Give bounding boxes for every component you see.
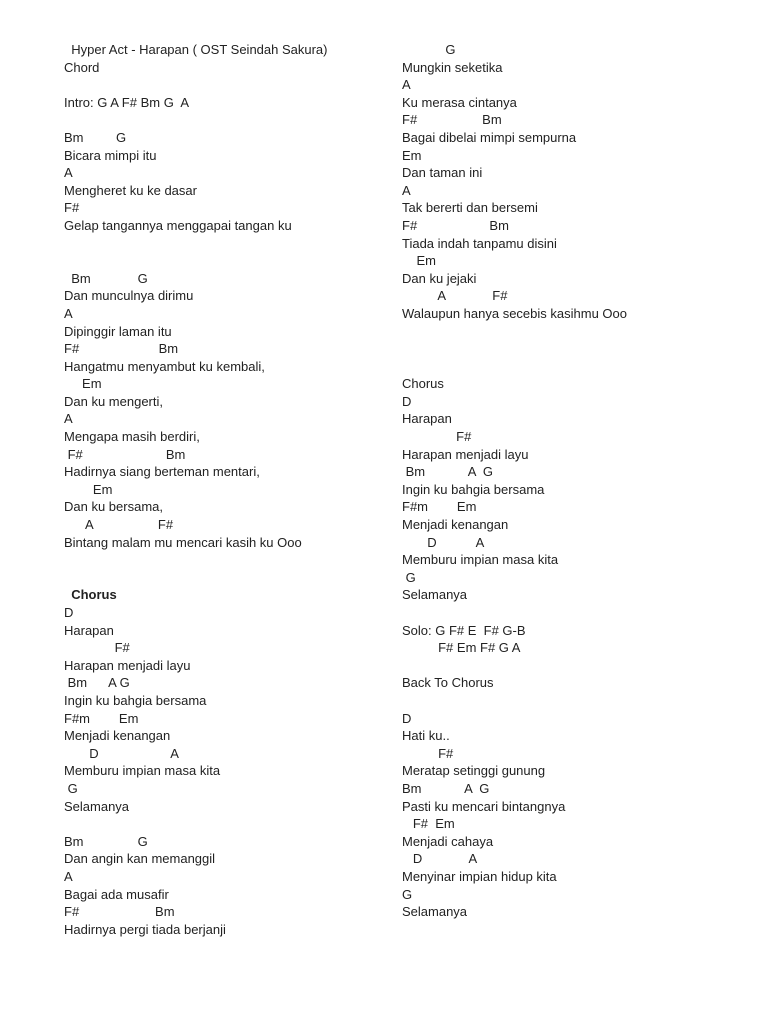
- lyric-line: Em: [64, 376, 102, 392]
- lyric-line: [64, 569, 384, 587]
- lyric-line: F# Em: [402, 816, 455, 832]
- lyric-line: Em: [402, 253, 436, 269]
- lyric-line: Hadirnya siang berteman mentari,: [64, 464, 260, 480]
- lyric-line: [64, 76, 384, 94]
- lyric-line: Dan angin kan memanggil: [64, 851, 216, 867]
- lyric-line: Tiada indah tanpamu disini: [402, 235, 557, 251]
- lyric-line: Dan ku mengerti,: [64, 393, 163, 409]
- lyric-line: [402, 604, 742, 622]
- lyric-line: [402, 692, 742, 710]
- lyric-line: F#m Em: [64, 710, 139, 726]
- lyric-line: A F#: [402, 288, 508, 304]
- lyric-line: D A: [402, 851, 478, 867]
- lyric-line: Harapan: [402, 411, 452, 427]
- lyric-line: Selamanya: [64, 798, 130, 814]
- lyric-line: Selamanya: [402, 904, 468, 920]
- lyric-line: Chord: [64, 59, 100, 75]
- left-column: [64, 41, 384, 938]
- lyric-line: Bintang malam mu mencari kasih ku Ooo: [64, 534, 302, 550]
- lyric-line: Hati ku..: [402, 728, 450, 744]
- lyric-line: F#: [402, 745, 454, 761]
- lyric-line: [402, 340, 742, 358]
- lyric-line: [402, 657, 742, 675]
- lyric-line: Dipinggir laman itu: [64, 323, 172, 339]
- lyric-line: [402, 358, 742, 376]
- lyric-line: F# Bm: [402, 112, 502, 128]
- lyric-line: A: [402, 77, 411, 93]
- lyric-line: Walaupun hanya secebis kasihmu Ooo: [402, 305, 627, 321]
- lyric-line: Em: [64, 481, 113, 497]
- lyric-line: D: [402, 710, 412, 726]
- lyric-line: [64, 815, 384, 833]
- lyric-line: A: [64, 165, 73, 181]
- lyric-line: Bagai ada musafir: [64, 886, 169, 902]
- lyric-line: A: [64, 305, 73, 321]
- lyric-line: Dan munculnya dirimu: [64, 288, 194, 304]
- lyric-line: Ku merasa cintanya: [402, 94, 517, 110]
- lyric-line: Dan taman ini: [402, 165, 483, 181]
- lyric-line: Intro: G A F# Bm G A: [64, 94, 189, 110]
- lyric-line: Mengheret ku ke dasar: [64, 182, 197, 198]
- lyric-line: Hyper Act - Harapan ( OST Seindah Sakura): [64, 42, 328, 57]
- lyric-line: Dan ku bersama,: [64, 499, 163, 515]
- lyric-line: Bm G: [64, 129, 127, 145]
- lyric-line: Bm A G: [402, 464, 494, 480]
- lyric-line: A: [64, 868, 73, 884]
- lyric-line: Menjadi kenangan: [402, 517, 509, 533]
- lyric-line: Harapan: [64, 622, 114, 638]
- lyric-line: Pasti ku mencari bintangnya: [402, 798, 566, 814]
- lyric-line: [64, 551, 384, 569]
- lyric-line: [64, 235, 384, 253]
- lyric-line: Hadirnya pergi tiada berjanji: [64, 921, 226, 937]
- lyric-line: A: [64, 411, 73, 427]
- lyric-line: F#: [402, 429, 472, 445]
- lyric-line: F#m Em: [402, 499, 477, 515]
- lyric-line: A: [402, 182, 411, 198]
- right-column: [402, 41, 742, 921]
- lyric-line: Menyinar impian hidup kita: [402, 868, 557, 884]
- lyric-line: F# Em F# G A: [402, 640, 521, 656]
- lyric-line: Ingin ku bahgia bersama: [402, 481, 545, 497]
- lyric-line: Bicara mimpi itu: [64, 147, 157, 163]
- lyric-line: Bagai dibelai mimpi sempurna: [402, 129, 577, 145]
- lyric-line: [402, 323, 742, 341]
- lyric-line: F# Bm: [64, 904, 175, 920]
- lyric-line: G: [402, 886, 413, 902]
- lyric-line: Mengapa masih berdiri,: [64, 429, 200, 445]
- lyric-line: Chorus: [64, 587, 117, 603]
- lyric-line: Tak bererti dan bersemi: [402, 200, 538, 216]
- lyric-line: Menjadi kenangan: [64, 728, 171, 744]
- lyric-line: Harapan menjadi layu: [64, 657, 191, 673]
- lyric-line: Menjadi cahaya: [402, 833, 494, 849]
- lyric-line: Meratap setinggi gunung: [402, 763, 546, 779]
- lyric-line: [64, 111, 384, 129]
- lyric-line: [64, 252, 384, 270]
- lyric-line: Ingin ku bahgia bersama: [64, 692, 207, 708]
- lyric-line: F#: [64, 640, 130, 656]
- lyric-line: A F#: [64, 517, 174, 533]
- lyric-line: Hangatmu menyambut ku kembali,: [64, 358, 265, 374]
- lyric-line: Back To Chorus: [402, 675, 494, 691]
- lyric-line: G: [64, 780, 78, 796]
- lyric-line: Dan ku jejaki: [402, 270, 477, 286]
- lyric-line: F# Bm: [64, 446, 186, 462]
- lyric-line: Selamanya: [402, 587, 468, 603]
- lyric-line: Memburu impian masa kita: [402, 552, 559, 568]
- lyric-line: Bm A G: [402, 780, 490, 796]
- lyric-line: D: [402, 393, 412, 409]
- lyric-line: G: [402, 569, 416, 585]
- lyric-line: D A: [64, 745, 179, 761]
- lyric-line: Bm A G: [64, 675, 130, 691]
- lyric-line: Mungkin seketika: [402, 59, 503, 75]
- lyric-line: D: [64, 605, 74, 620]
- lyric-line: Bm G: [64, 833, 148, 849]
- lyric-line: Bm G: [64, 270, 148, 286]
- lyric-line: F# Bm: [64, 341, 179, 357]
- lyric-line: Harapan menjadi layu: [402, 446, 529, 462]
- lyric-line: Solo: G F# E F# G-B: [402, 622, 526, 638]
- lyric-line: F# Bm: [402, 217, 509, 233]
- lyric-line: Memburu impian masa kita: [64, 763, 221, 779]
- lyric-line: G: [402, 42, 456, 57]
- lyric-line: D A: [402, 534, 485, 550]
- lyric-line: F#: [64, 200, 80, 216]
- lyric-line: Chorus: [402, 376, 444, 392]
- lyric-line: Gelap tangannya menggapai tangan ku: [64, 217, 292, 233]
- lyric-line: Em: [402, 147, 422, 163]
